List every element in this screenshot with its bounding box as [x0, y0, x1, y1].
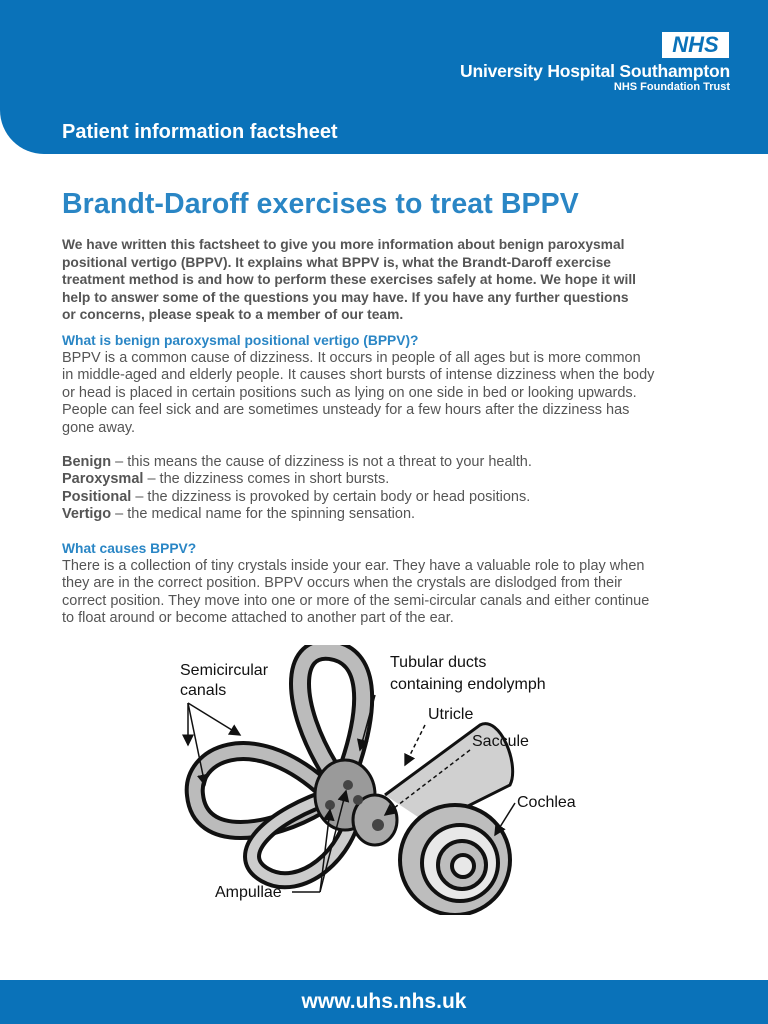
ampulla-dot — [343, 780, 353, 790]
ampulla-dot — [325, 800, 335, 810]
definition-term: Vertigo — [62, 506, 112, 523]
label-utricle: Utricle — [428, 706, 474, 723]
body-line: There is a collection of tiny crystals inside your ear. They have a valuable role to play when — [62, 557, 645, 574]
saccule-dot — [372, 819, 384, 831]
utricle-dot — [353, 795, 363, 805]
body-line: to float around or become attached to another part of the ear. — [62, 610, 454, 627]
label-canals: canals — [180, 682, 227, 699]
body-line: People can feel sick and are sometimes unsteady for a few hours after the dizziness has — [62, 402, 630, 419]
definition-vertigo — [62, 506, 722, 524]
definition-text: – the medical name for the spinning sensation. — [111, 506, 416, 523]
inner-ear-diagram — [170, 645, 600, 915]
org-trust: NHS Foundation Trust — [613, 81, 730, 93]
factsheet-label: Patient information factsheet — [62, 121, 338, 143]
intro-line: or concerns, please speak to a member of our team. — [62, 307, 404, 323]
label-endolymph: containing endolymph — [390, 676, 546, 693]
section-heading-bppv: What is benign paroxysmal positional vertigo (BPPV)? — [62, 332, 419, 348]
label-saccule: Saccule — [472, 733, 529, 750]
body-line: gone away. — [62, 419, 136, 436]
main-content — [62, 236, 722, 628]
label-cochlea: Cochlea — [517, 794, 576, 811]
definition-paroxysmal — [62, 471, 722, 489]
intro-line: treatment method is and how to perform these exercises safely at home. We hope it will — [62, 272, 636, 288]
label-ampullae: Ampullae — [215, 884, 282, 901]
cochlea-shape — [385, 724, 513, 915]
definition-text: – the dizziness is provoked by certain body or head positions. — [131, 488, 531, 505]
label-tubular-ducts: Tubular ducts — [390, 654, 487, 671]
intro-line: positional vertigo (BPPV). It explains what BPPV is, what the Brandt-Daroff exercise — [62, 254, 611, 270]
body-line: BPPV is a common cause of dizziness. It occurs in people of all ages but is more common — [62, 349, 641, 366]
intro-line: help to answer some of the questions you may have. If you have any further questions — [62, 289, 629, 305]
bppv-paragraph — [62, 350, 722, 438]
body-line: they are in the correct position. BPPV occurs when the crystals are dislodged from their — [62, 575, 623, 592]
intro-paragraph — [62, 236, 722, 324]
website-link[interactable]: www.uhs.nhs.uk — [301, 990, 467, 1013]
intro-line: We have written this factsheet to give you more information about benign paroxysmal — [62, 237, 625, 252]
definition-term: Benign — [62, 453, 112, 470]
causes-paragraph — [62, 558, 722, 628]
footer-bar — [0, 980, 768, 1024]
body-line: in middle-aged and elderly people. It causes short bursts of intense dizziness when the body — [62, 367, 655, 384]
label-semicircular: Semicircular — [180, 662, 269, 679]
page-title: Brandt-Daroff exercises to treat BPPV — [62, 188, 579, 220]
definition-term: Positional — [62, 488, 132, 505]
nhs-logo: NHS — [662, 32, 729, 58]
definition-text: – this means the cause of dizziness is not a threat to your health. — [111, 453, 532, 470]
definition-positional — [62, 489, 722, 507]
section-heading-causes: What causes BPPV? — [62, 540, 197, 556]
definition-benign — [62, 454, 722, 472]
definition-text: – the dizziness comes in short bursts. — [143, 471, 390, 488]
header-banner — [0, 0, 768, 154]
definition-list — [62, 454, 722, 524]
definition-term: Paroxysmal — [62, 471, 144, 488]
org-name: University Hospital Southampton — [460, 61, 730, 81]
body-line: correct position. They move into one or more of the semi-circular canals and either continue — [62, 592, 650, 609]
body-line: or head is placed in certain positions such as lying on one side in bed or looking upwards. — [62, 384, 637, 401]
